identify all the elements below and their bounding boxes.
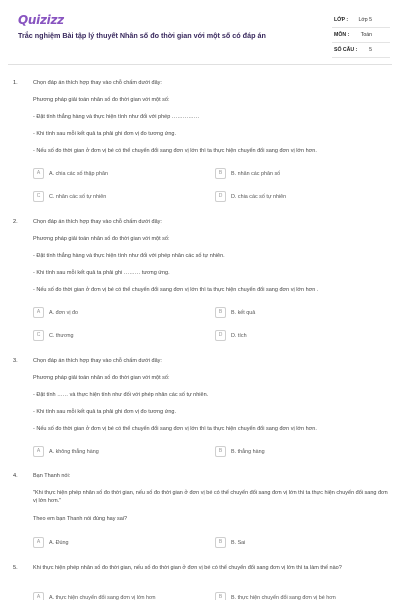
meta-label: SỐ CÂU : bbox=[334, 47, 358, 53]
option-letter-box: C bbox=[33, 330, 44, 341]
meta-row-subject bbox=[332, 28, 390, 43]
option-text: A. đơn vị đo bbox=[49, 309, 79, 316]
option-letter-box: B bbox=[215, 446, 226, 457]
option-letter-box: D bbox=[215, 191, 226, 202]
option-letter-box: A bbox=[33, 592, 44, 600]
question-text: - Khi tính sau mỗi kết quả ta phải ghi đơn vị đo tương ứng. bbox=[33, 409, 176, 415]
option-letter-box: D bbox=[215, 330, 226, 341]
option-letter-box: A bbox=[33, 168, 44, 179]
meta-row-count bbox=[332, 43, 390, 58]
option-text: B. kết quả bbox=[231, 309, 256, 316]
question-number: 5. bbox=[13, 565, 18, 571]
worksheet-meta bbox=[332, 13, 390, 58]
worksheet-header bbox=[0, 0, 400, 62]
option-letter-box: A bbox=[33, 537, 44, 548]
option-text: B. nhân các phân số bbox=[231, 170, 281, 177]
question-text: - Đặt tính thẳng hàng và thực hiện tính như đối với phép nhân các số tự nhiên. bbox=[33, 253, 225, 259]
meta-value: Lớp 5 bbox=[358, 17, 372, 23]
option-text: C. thương bbox=[49, 332, 74, 339]
quizizz-logo: Quizizz bbox=[18, 13, 64, 27]
question-text: Chọn đáp án thích hợp thay vào chỗ chấm dưới đây: bbox=[33, 358, 162, 364]
question-text: - Nếu số đo thời gian ở đơn vị bé có thể chuyển đổi sang đơn vị lớn thì ta thực hiện chuyển đổi sang đơn vị lớn hơn. bbox=[33, 426, 317, 432]
option-letter-box: B bbox=[215, 537, 226, 548]
question-text: Bạn Thanh nói: bbox=[33, 473, 71, 479]
question-text: Phương pháp giải toán nhân số đo thời gian với một số: bbox=[33, 97, 170, 103]
question-text: - Khi tính sau mỗi kết quả ta phải ghi đơn vị đo tương ứng. bbox=[33, 131, 176, 137]
option-letter-box: C bbox=[33, 191, 44, 202]
question-text: Khi thực hiện phép nhân số đo thời gian, nếu số đo thời gian ở đơn vị bé có thể chuyển đổi sang đơn vị lớn thì ta làm thế nào? bbox=[33, 565, 342, 571]
question-text: - Đặt tính thẳng hàng và thực hiện tính như đối với phép …………… bbox=[33, 114, 200, 120]
question-text: - Nếu số đo thời gian ở đơn vị bé có thể chuyển đổi sang đơn vị lớn thì ta thực hiện chuyển đổi sang đơn vị lớn hơn. bbox=[33, 148, 317, 154]
question-text: "Khi thực hiện phép nhân số đo thời gian, nếu số đo thời gian ở đơn vị bé có thể chuyển đổi sang đơn vị lớn thì ta thực hiện chuyển đổi sang đơn vị lớn hơn." bbox=[33, 490, 388, 504]
option-letter-box: B bbox=[215, 168, 226, 179]
question-text: Chọn đáp án thích hợp thay vào chỗ chấm dưới đây: bbox=[33, 219, 162, 225]
question-text: Phương pháp giải toán nhân số đo thời gian với một số: bbox=[33, 375, 170, 381]
question-number: 1. bbox=[13, 80, 18, 86]
meta-value: 5 bbox=[369, 47, 372, 53]
question-text: - Nếu số đo thời gian ở đơn vị bé có thể chuyển đổi sang đơn vị lớn thì ta thực hiện chuyển đổi sang đơn vị lớn hơn . bbox=[33, 287, 319, 293]
option-letter-box: A bbox=[33, 446, 44, 457]
option-text: D. tích bbox=[231, 332, 247, 339]
meta-label: MÔN : bbox=[334, 32, 350, 38]
option-letter-box: A bbox=[33, 307, 44, 318]
meta-row-grade bbox=[332, 13, 390, 28]
question-text: Phương pháp giải toán nhân số đo thời gian với một số: bbox=[33, 236, 170, 242]
option-text: B. thực hiện chuyển đổi sang đơn vị bé hơn bbox=[231, 594, 336, 600]
question-text: Theo em bạn Thanh nói đúng hay sai? bbox=[33, 516, 128, 522]
header-divider bbox=[8, 64, 392, 65]
option-text: A. chia các số thập phân bbox=[49, 170, 109, 177]
question-number: 4. bbox=[13, 473, 18, 479]
option-text: A. thực hiện chuyển đổi sang đơn vị lớn hơn bbox=[49, 594, 156, 600]
option-text: B. Sai bbox=[231, 539, 246, 546]
question-number: 3. bbox=[13, 358, 18, 364]
worksheet-title: Trắc nghiệm Bài tập lý thuyết Nhân số đo thời gian với một số có đáp án bbox=[18, 31, 266, 40]
option-text: B. thẳng hàng bbox=[231, 448, 265, 455]
option-text: A. Đúng bbox=[49, 539, 69, 546]
question-text: Chọn đáp án thích hợp thay vào chỗ chấm dưới đây: bbox=[33, 80, 162, 86]
question-text: - Khi tính sau mỗi kết quả ta phải ghi ……… tương ứng. bbox=[33, 270, 170, 276]
option-text: C. nhân các số tự nhiên bbox=[49, 193, 107, 200]
option-letter-box: B bbox=[215, 307, 226, 318]
meta-label: LỚP : bbox=[334, 17, 349, 23]
question-text: - Đặt tính …… và thực hiện tính như đối với phép nhân các số tự nhiên. bbox=[33, 392, 209, 398]
option-letter-box: B bbox=[215, 592, 226, 600]
option-text: D. chia các số tự nhiên bbox=[231, 193, 287, 200]
question-number: 2. bbox=[13, 219, 18, 225]
option-text: A. không thẳng hàng bbox=[49, 448, 99, 455]
meta-value: Toán bbox=[360, 32, 372, 38]
